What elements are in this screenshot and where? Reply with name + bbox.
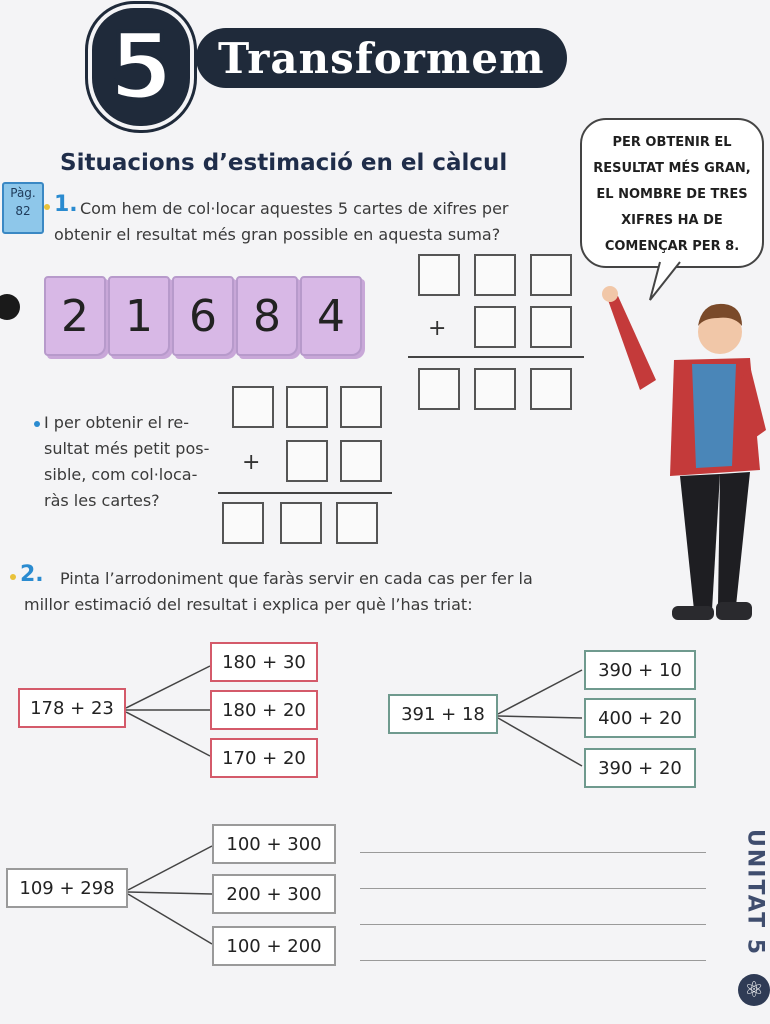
source-expression: 178 + 23 [18, 688, 126, 728]
page-reference [2, 182, 44, 234]
result-slot[interactable] [530, 368, 572, 410]
connector-lines [496, 666, 586, 770]
page-ref-number: 82 [15, 204, 31, 218]
digit-slot[interactable] [232, 386, 274, 428]
digit-card[interactable]: 6 [172, 276, 234, 356]
rounding-option[interactable]: 400 + 20 [584, 698, 696, 738]
sub-question-line: I per obtenir el re- [44, 413, 189, 432]
digit-card[interactable]: 1 [108, 276, 170, 356]
atom-icon: ⚛ [738, 974, 770, 1006]
question1-header [44, 192, 78, 217]
result-slot[interactable] [336, 502, 378, 544]
unit-title: Transformem [196, 28, 567, 88]
chapter-badge [88, 4, 194, 130]
bullet-icon [34, 421, 40, 427]
connector-lines [126, 840, 216, 950]
binder-hole [0, 294, 20, 320]
boy-illustration [600, 280, 770, 640]
question2-number: 2. [20, 562, 44, 587]
speech-bubble [580, 118, 764, 268]
answer-line[interactable] [360, 852, 706, 853]
bullet-icon [10, 574, 16, 580]
digit-slot[interactable] [474, 306, 516, 348]
question2-text-line2: millor estimació del resultat i explica per què l’has triat: [24, 595, 473, 614]
rounding-option[interactable]: 100 + 300 [212, 824, 336, 864]
question1-number: 1. [54, 192, 78, 217]
page-ref-label: Pàg. [10, 186, 36, 200]
sub-question [34, 410, 209, 514]
rounding-option[interactable]: 100 + 200 [212, 926, 336, 966]
question2-header [10, 562, 44, 587]
bubble-line: EL NOMBRE DE TRES [596, 187, 748, 202]
digit-slot[interactable] [418, 254, 460, 296]
unit-side-tab: UNITAT 5 [742, 829, 768, 957]
rounding-option[interactable]: 180 + 30 [210, 642, 318, 682]
result-slot[interactable] [280, 502, 322, 544]
rounding-option[interactable]: 390 + 20 [584, 748, 696, 788]
digit-slot[interactable] [286, 386, 328, 428]
chapter-number: 5 [108, 13, 173, 120]
digit-card[interactable]: 2 [44, 276, 106, 356]
rounding-option[interactable]: 200 + 300 [212, 874, 336, 914]
rounding-option[interactable]: 180 + 20 [210, 690, 318, 730]
connector-lines [124, 660, 214, 760]
sum-line [408, 356, 584, 358]
digit-slot[interactable] [474, 254, 516, 296]
rounding-option[interactable]: 170 + 20 [210, 738, 318, 778]
digit-slot[interactable] [530, 254, 572, 296]
source-expression: 109 + 298 [6, 868, 128, 908]
result-slot[interactable] [222, 502, 264, 544]
sub-question-line: ràs les cartes? [44, 491, 160, 510]
bubble-line: PER OBTENIR EL [612, 135, 732, 150]
question1-text-line1: Com hem de col·locar aquestes 5 cartes de xifres per [80, 199, 509, 218]
digit-card[interactable]: 8 [236, 276, 298, 356]
rounding-option[interactable]: 390 + 10 [584, 650, 696, 690]
plus-sign: + [428, 316, 447, 341]
answer-line[interactable] [360, 960, 706, 961]
sum-line [218, 492, 392, 494]
bubble-line: COMENÇAR PER 8. [604, 239, 740, 254]
digit-slot[interactable] [340, 386, 382, 428]
plus-sign: + [242, 450, 261, 475]
bullet-icon [44, 204, 50, 210]
digit-slot[interactable] [340, 440, 382, 482]
sub-question-line: sultat més petit pos- [44, 439, 210, 458]
result-slot[interactable] [474, 368, 516, 410]
result-slot[interactable] [418, 368, 460, 410]
question2-text-line1: Pinta l’arrodoniment que faràs servir en cada cas per fer la [60, 569, 533, 588]
question1-text-line2: obtenir el resultat més gran possible en aquesta suma? [54, 225, 501, 244]
digit-card[interactable]: 4 [300, 276, 362, 356]
digit-slot[interactable] [530, 306, 572, 348]
answer-line[interactable] [360, 888, 706, 889]
digit-slot[interactable] [286, 440, 328, 482]
answer-line[interactable] [360, 924, 706, 925]
section-title: Situacions d’estimació en el càlcul [60, 150, 508, 176]
source-expression: 391 + 18 [388, 694, 498, 734]
sub-question-line: sible, com col·loca- [44, 465, 198, 484]
bubble-line: XIFRES HA DE [621, 213, 723, 228]
bubble-line: RESULTAT MÉS GRAN, [593, 161, 751, 176]
